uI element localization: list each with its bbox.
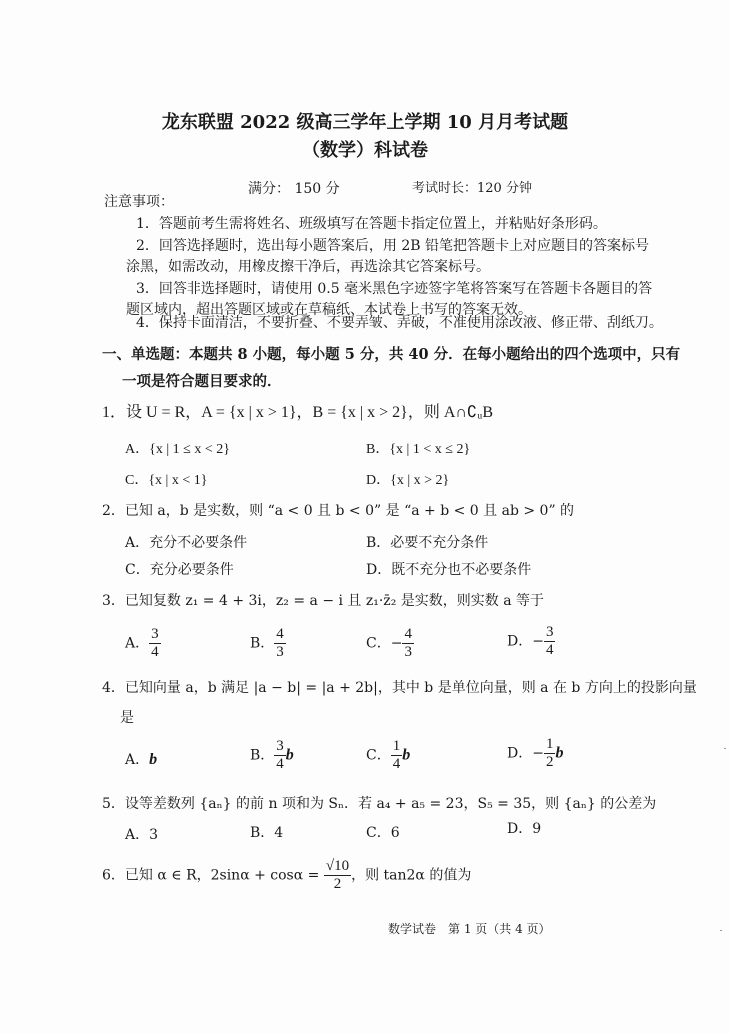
note-line: 涂黑，如需改动，用橡皮擦干净后，再选涂其它答案标号。 bbox=[126, 259, 490, 275]
note-line: 4．保持卡面清洁，不要折叠、不要弄皱、弄破，不准使用涂改液、修正带、刮纸刀。 bbox=[136, 315, 663, 331]
vector: b bbox=[402, 746, 411, 764]
fraction bbox=[274, 738, 286, 773]
denominator: 3 bbox=[276, 644, 284, 660]
option-label: D． bbox=[507, 633, 533, 650]
q5-option-b: B．4 bbox=[250, 825, 284, 841]
numerator: 1 bbox=[545, 736, 554, 752]
q5-option-d: D．9 bbox=[507, 821, 542, 837]
q4-option-d bbox=[507, 736, 563, 771]
page-footer: 数学试卷 第 1 页（共 4 页） bbox=[388, 922, 551, 936]
numerator: √10 bbox=[325, 858, 350, 874]
q3-option-c bbox=[366, 626, 414, 661]
fraction bbox=[274, 626, 286, 661]
q4-option-b bbox=[250, 738, 294, 773]
scan-mark bbox=[720, 930, 722, 931]
option-label: D． bbox=[507, 745, 533, 762]
fraction bbox=[324, 858, 351, 893]
question-1-stem: 1．设 U = R，A = {x | x > 1}，B = {x | x > 2}，则 A∩∁ᵤB bbox=[102, 404, 494, 421]
numerator: 3 bbox=[151, 626, 159, 642]
exam-duration: 考试时长：120 分钟 bbox=[412, 181, 532, 196]
denominator: 4 bbox=[151, 644, 159, 660]
fraction bbox=[402, 626, 414, 661]
vector: b bbox=[285, 746, 294, 764]
fraction bbox=[544, 624, 556, 659]
note-line: 2．回答选择题时，选出每小题答案后，用 2B 铅笔把答题卡上对应题目的答案标号 bbox=[136, 238, 650, 254]
stem-text: ，则 tan2α 的值为 bbox=[351, 867, 472, 884]
option-label: A． bbox=[125, 752, 150, 768]
denominator: 4 bbox=[392, 756, 401, 772]
denominator: 3 bbox=[404, 644, 412, 660]
numerator: 4 bbox=[276, 626, 284, 642]
option-label: C． bbox=[366, 635, 391, 652]
notes-heading: 注意事项： bbox=[104, 194, 174, 210]
q1-option-c: C．{x | x < 1} bbox=[125, 473, 208, 488]
q2-option-b: B．必要不充分条件 bbox=[366, 535, 489, 551]
sign: − bbox=[532, 745, 544, 762]
q3-option-d bbox=[507, 624, 555, 659]
fraction bbox=[391, 738, 403, 773]
denominator: 2 bbox=[545, 754, 554, 770]
numerator: 1 bbox=[392, 738, 401, 754]
section-heading-cont: 一项是符合题目要求的． bbox=[122, 373, 282, 390]
sign: − bbox=[532, 633, 544, 650]
denominator: 4 bbox=[276, 756, 284, 772]
scan-mark bbox=[724, 748, 726, 749]
section-heading: 一、单选题：本题共 8 小题，每小题 5 分，共 40 分．在每小题给出的四个选项中，只有 bbox=[102, 346, 681, 363]
fraction bbox=[149, 626, 161, 661]
question-6-stem bbox=[102, 858, 471, 893]
note-line: 题区域内，超出答题区域或在草稿纸、本试卷上书写的答案无效。 bbox=[126, 302, 532, 318]
fraction bbox=[544, 736, 556, 771]
sign: − bbox=[390, 635, 403, 652]
vector: b bbox=[149, 751, 158, 768]
note-line: 3．回答非选择题时，请使用 0.5 毫米黑色字迹签字笔将答案写在答题卡各题目的答 bbox=[136, 281, 653, 297]
q3-option-b bbox=[250, 626, 286, 661]
q2-option-c: C．充分必要条件 bbox=[125, 562, 234, 578]
exam-subtitle: （数学）科试卷 bbox=[302, 140, 428, 161]
option-label: C． bbox=[366, 747, 391, 764]
question-5-stem: 5．设等差数列 {aₙ} 的前 n 项和为 Sₙ．若 a₄ + a₅ = 23，S₅ = 35，则 {aₙ} 的公差为 bbox=[102, 796, 657, 812]
question-3-stem: 3．已知复数 z₁ = 4 + 3i，z₂ = a − i 且 z₁·z̄₂ 是实数，则实数 a 等于 bbox=[102, 593, 544, 609]
vector: b bbox=[555, 744, 564, 762]
option-label: B． bbox=[250, 747, 275, 764]
q1-option-d: D．{x | x > 2} bbox=[366, 473, 450, 488]
q3-option-a bbox=[125, 626, 161, 661]
numerator: 4 bbox=[404, 626, 412, 642]
denominator: 2 bbox=[333, 876, 342, 892]
option-label: A． bbox=[125, 635, 150, 652]
question-4-stem: 4．已知向量 a，b 满足 |a − b| = |a + 2b|，其中 b 是单位向量，则 a 在 b 方向上的投影向量 bbox=[102, 680, 697, 696]
q4-option-c bbox=[366, 738, 410, 773]
option-label: B． bbox=[250, 635, 275, 652]
q5-option-c: C．6 bbox=[366, 825, 400, 841]
stem-text: 6．已知 α ∈ R，2sinα + cosα = bbox=[102, 867, 320, 884]
q5-option-a: A．3 bbox=[125, 827, 159, 843]
question-4-stem-cont: 是 bbox=[120, 710, 134, 726]
q2-option-a: A．充分不必要条件 bbox=[125, 535, 248, 551]
note-line: 1．答题前考生需将姓名、班级填写在答题卡指定位置上，并粘贴好条形码。 bbox=[136, 216, 607, 232]
q1-option-a: A．{x | 1 ≤ x < 2} bbox=[125, 442, 230, 457]
full-score: 满分： 150 分 bbox=[248, 181, 340, 197]
denominator: 4 bbox=[545, 642, 554, 658]
numerator: 3 bbox=[276, 738, 284, 754]
question-2-stem: 2．已知 a，b 是实数，则 “a < 0 且 b < 0” 是 “a + b < 0 且 ab > 0” 的 bbox=[102, 503, 575, 519]
exam-title: 龙东联盟 2022 级高三学年上学期 10 月月考试题 bbox=[161, 112, 569, 133]
q4-option-a bbox=[125, 749, 157, 769]
numerator: 3 bbox=[545, 624, 554, 640]
q2-option-d: D．既不充分也不必要条件 bbox=[366, 562, 532, 578]
q1-option-b: B．{x | 1 < x ≤ 2} bbox=[366, 442, 471, 457]
